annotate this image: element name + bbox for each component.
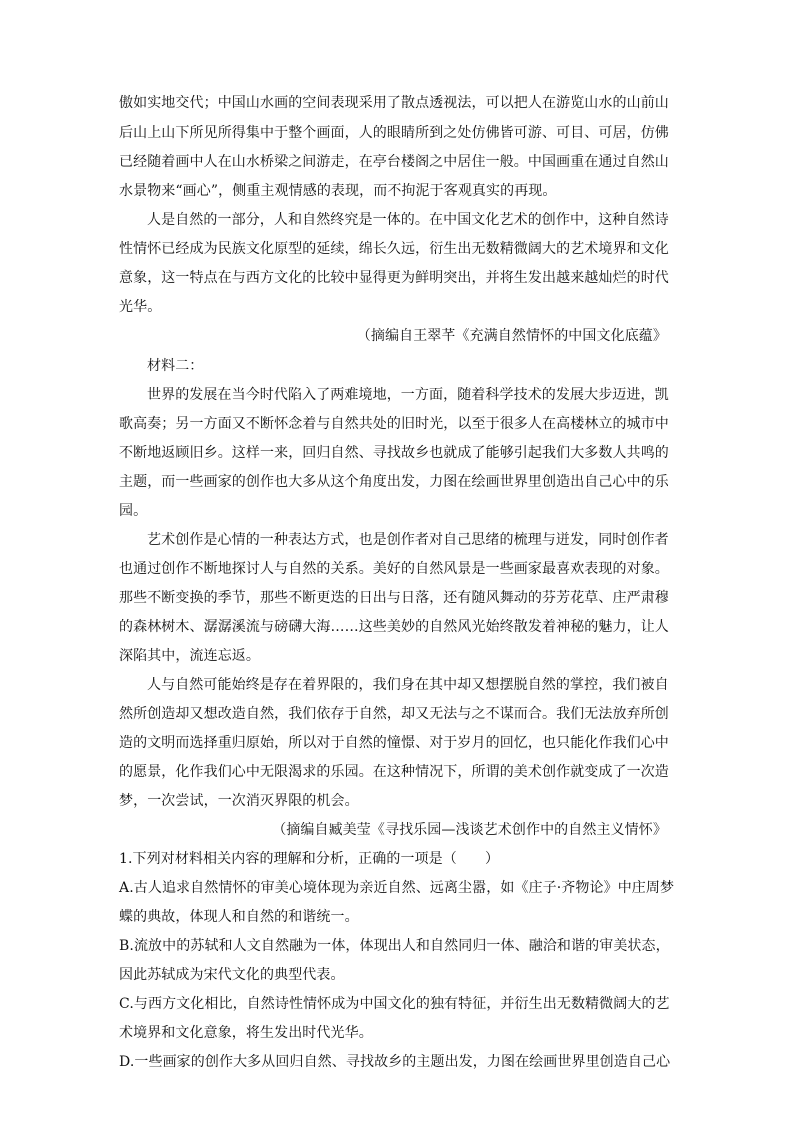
paragraph-line: 那些不断变换的季节，那些不断更迭的日出与日落，还有随风舞动的芬芳花草、庄严肃穆: [119, 590, 669, 606]
paragraph-line: 艺术创作是心情的一种表达方式，也是创作者对自己思绪的梳理与迸发，同时创作者: [147, 532, 669, 548]
paragraph-line: 傲如实地交代；中国山水画的空间表现采用了散点透视法，可以把人在游览山水的山前山: [119, 95, 669, 111]
paragraph-line: 世界的发展在当今时代陷入了两难境地，一方面，随着科学技术的发展大步迈进，凯: [147, 387, 669, 403]
paragraph-line: 造的文明而选择重归原始，所以对于自然的憧憬、对于岁月的回忆，也只能化作我们心中: [119, 735, 669, 751]
paragraph-line: 的森林树木、潺潺溪流与磅礴大海……这些美妙的自然风光始终散发着神秘的魅力，让人: [119, 619, 669, 635]
option-b-cont: 因此苏轼成为宋代文化的典型代表。: [119, 967, 345, 983]
source-citation-1: （摘编自王翠芊《充满自然情怀的中国文化底蕴》: [356, 328, 667, 344]
option-b: B.流放中的苏轼和人文自然融为一体，体现出人和自然同归一体、融洽和谐的审美状态，: [119, 938, 670, 954]
paragraph-line: 已经随着画中人在山水桥梁之间游走，在亭台楼阁之中居住一般。中国画重在通过自然山: [119, 154, 669, 170]
option-a: A.古人追求自然情怀的审美心境体现为亲近自然、远离尘嚣，如《庄子·齐物论》中庄周梦: [119, 880, 675, 896]
section-heading-material-2: 材料二：: [147, 358, 204, 374]
paragraph-line: 不断地返顾旧乡。这样一来，回归自然、寻找故乡也就成了能够引起我们大多数人共鸣的: [119, 445, 669, 461]
paragraph-line: 歌高奏；另一方面又不断怀念着与自然共处的旧时光，以至于很多人在高楼林立的城市中: [119, 416, 669, 432]
option-a-cont: 蝶的典故，体现人和自然的和谐统一。: [119, 909, 359, 925]
source-citation-2: （摘编自臧美莹《寻找乐园—浅谈艺术创作中的自然主义情怀》: [272, 822, 667, 838]
paragraph-line: 深陷其中，流连忘返。: [119, 648, 260, 664]
paragraph-line: 园。: [119, 503, 148, 519]
option-d: D.一些画家的创作大多从回归自然、寻找故乡的主题出发，力图在绘画世界里创造自己心: [119, 1054, 671, 1070]
paragraph-line: 光华。: [119, 299, 162, 315]
paragraph-line: 意象，这一特点在与西方文化的比较中显得更为鲜明突出，并将生发出越来越灿烂的时代: [119, 270, 669, 286]
paragraph-line: 然所创造却又想改造自然，我们依存于自然，却又无法与之不谋而合。我们无法放弃所创: [119, 706, 669, 722]
paragraph-line: 性情怀已经成为民族文化原型的延续，绵长久远，衍生出无数精微阔大的艺术境界和文化: [119, 241, 669, 257]
paragraph-line: 主题，而一些画家的创作也大多从这个角度出发，力图在绘画世界里创造出自己心中的乐: [119, 474, 669, 490]
paragraph-line: 也通过创作不断地探讨人与自然的关系。美好的自然风景是一些画家最喜欢表现的对象。: [119, 561, 669, 577]
paragraph-line: 人与自然可能始终是存在着界限的，我们身在其中却又想摆脱自然的掌控，我们被自: [147, 677, 669, 693]
option-c-cont: 术境界和文化意象，将生发出时代光华。: [119, 1025, 373, 1041]
paragraph-line: 后山上山下所见所得集中于整个画面，人的眼睛所到之处仿佛皆可游、可目、可居，仿佛: [119, 125, 669, 141]
paragraph-line: 水景物来“画心”，侧重主观情感的表现，而不拘泥于客观真实的再现。: [119, 183, 557, 199]
paragraph-line: 人是自然的一部分，人和自然终究是一体的。在中国文化艺术的创作中，这种自然诗: [147, 212, 669, 228]
option-c: C.与西方文化相比，自然诗性情怀成为中国文化的独有特征，并衍生出无数精微阔大的艺: [119, 996, 670, 1012]
paragraph-line: 的愿景，化作我们心中无限渴求的乐园。在这种情况下，所谓的美术创作就变成了一次造: [119, 764, 669, 780]
paragraph-line: 梦，一次尝试，一次消灭界限的机会。: [119, 793, 359, 809]
question-stem: 1.下列对材料相关内容的理解和分析，正确的一项是（ ）: [119, 851, 500, 867]
